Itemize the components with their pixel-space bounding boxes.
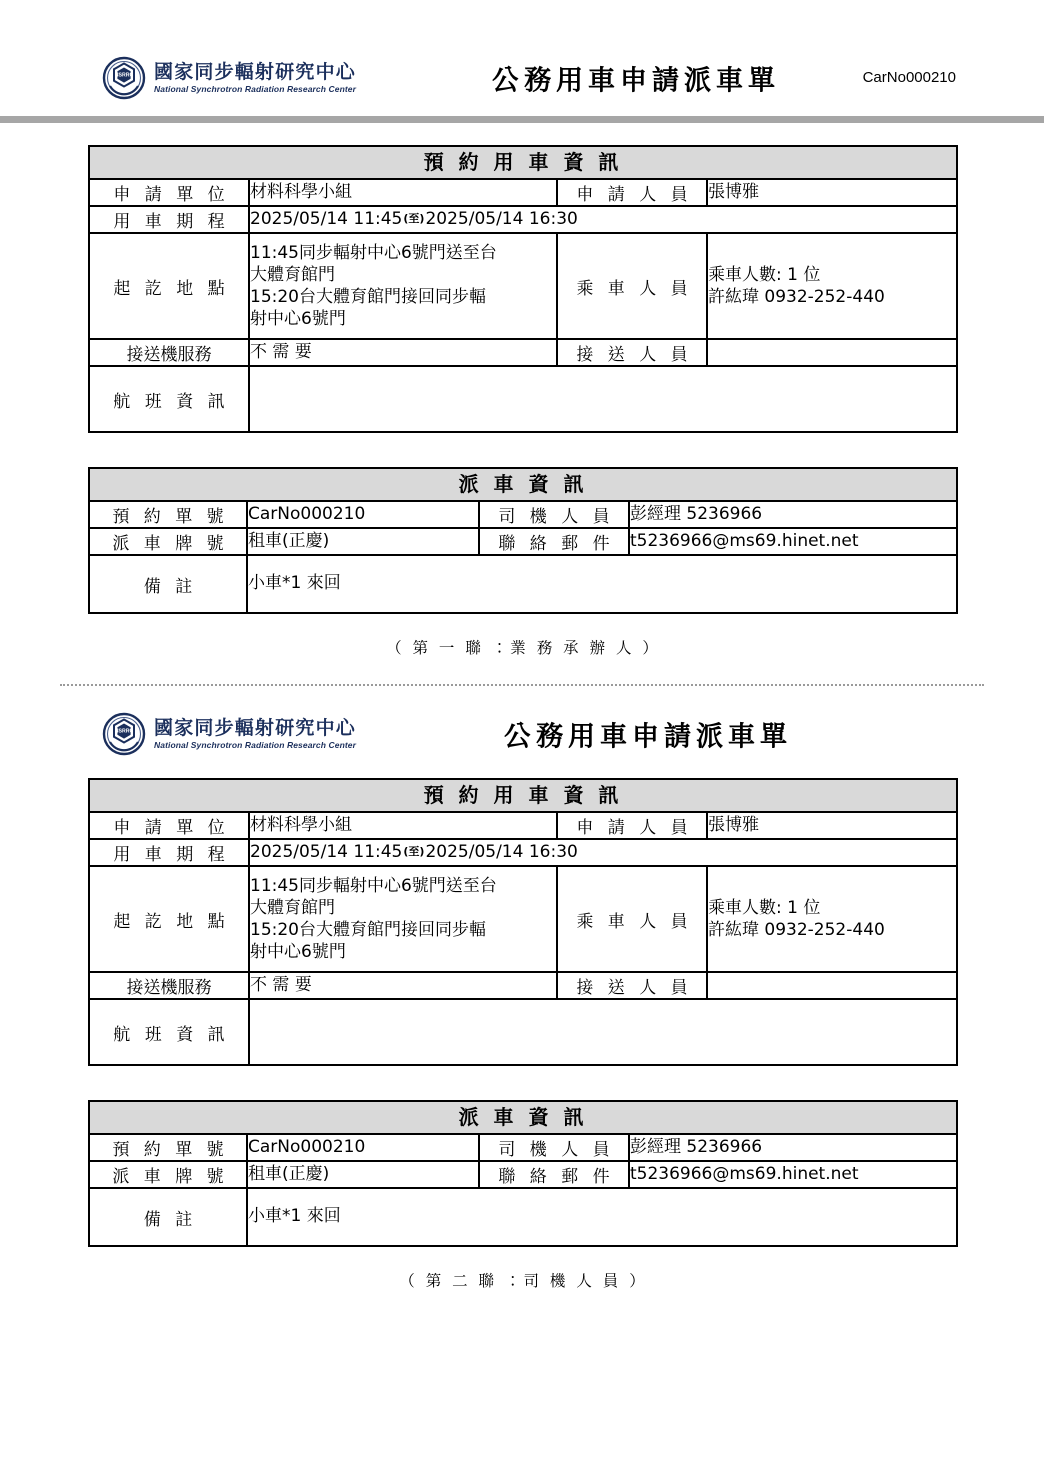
value-use-period (249, 206, 957, 233)
org-name-en: National Synchrotron Radiation Research Center (154, 739, 357, 750)
period-end: 2025/05/14 16:30 (425, 841, 578, 862)
value-order-no: CarNo000210 (247, 1134, 479, 1161)
value-flight-info (249, 999, 957, 1065)
document-header-copy-2 (88, 708, 956, 760)
value-applicant-unit: 材料科學小組 (249, 812, 557, 839)
period-separator: (至) (403, 211, 425, 225)
organization-branding (102, 56, 356, 100)
value-remark: 小車*1 來回 (247, 1188, 957, 1246)
document-header-copy-1 (88, 50, 956, 106)
nsrrc-logo-icon (102, 56, 146, 100)
passenger-count: 乘車人數: 1 位 (708, 897, 821, 918)
table-row (89, 999, 957, 1065)
table-row (89, 146, 957, 179)
label-airport-service: 接送機服務 (89, 972, 249, 999)
value-escort-staff (707, 339, 957, 366)
table-row (89, 339, 957, 366)
value-plate-no: 租車(正慶) (247, 528, 479, 555)
table-row (89, 1134, 957, 1161)
table-row (89, 206, 957, 233)
value-route (249, 233, 557, 339)
page-title: 公務用車申請派車單 (504, 721, 792, 753)
table-row (89, 866, 957, 972)
table-row (89, 501, 957, 528)
value-order-no: CarNo000210 (247, 501, 479, 528)
table-row (89, 1188, 957, 1246)
form-copy-1 (0, 0, 1044, 658)
table-row (89, 555, 957, 613)
dispatch-section-heading: 派 車 資 訊 (89, 1101, 957, 1134)
table-row (89, 233, 957, 339)
value-contact-email: t5236966@ms69.hinet.net (629, 1161, 957, 1188)
label-use-period: 用 車 期 程 (89, 839, 249, 866)
org-name-cn: 國家同步輻射研究中心 (154, 716, 357, 739)
passenger-contact: 許紘瑋 0932-252-440 (708, 287, 885, 307)
value-airport-service: 不 需 要 (249, 972, 557, 999)
label-airport-service: 接送機服務 (89, 339, 249, 366)
label-passengers: 乘 車 人 員 (557, 233, 707, 339)
table-row (89, 1161, 957, 1188)
label-escort-staff: 接 送 人 員 (557, 972, 707, 999)
label-escort-staff: 接 送 人 員 (557, 339, 707, 366)
value-applicant: 張博雅 (707, 179, 957, 206)
label-driver: 司 機 人 員 (479, 501, 629, 528)
car-number-ref: CarNo000210 (862, 69, 956, 87)
value-driver: 彭經理 5236966 (629, 501, 957, 528)
dispatch-info-table (88, 467, 958, 614)
table-row (89, 366, 957, 432)
copy-footer-2: （ 第 二 聯 ：司 機 人 員 ） (399, 1272, 648, 1290)
value-contact-email: t5236966@ms69.hinet.net (629, 528, 957, 555)
label-order-no: 預 約 單 號 (89, 501, 247, 528)
org-name-en: National Synchrotron Radiation Research Center (154, 83, 357, 94)
passenger-count: 乘車人數: 1 位 (708, 264, 821, 285)
booking-info-table (88, 778, 958, 1066)
value-route (249, 866, 557, 972)
label-applicant-unit: 申 請 單 位 (89, 812, 249, 839)
period-end: 2025/05/14 16:30 (425, 208, 578, 229)
value-applicant: 張博雅 (707, 812, 957, 839)
table-row (89, 468, 957, 501)
label-plate-no: 派 車 牌 號 (89, 1161, 247, 1188)
label-contact-email: 聯 絡 郵 件 (479, 1161, 629, 1188)
label-route: 起 訖 地 點 (89, 233, 249, 339)
value-airport-service: 不 需 要 (249, 339, 557, 366)
period-separator: (至) (403, 844, 425, 858)
label-remark: 備 註 (89, 555, 247, 613)
svg-text:NSRRC: NSRRC (114, 72, 134, 79)
value-escort-staff (707, 972, 957, 999)
label-applicant: 申 請 人 員 (557, 812, 707, 839)
value-applicant-unit: 材料科學小組 (249, 179, 557, 206)
organization-branding (102, 712, 356, 756)
table-row (89, 528, 957, 555)
booking-section-heading: 預 約 用 車 資 訊 (89, 779, 957, 812)
value-flight-info (249, 366, 957, 432)
table-row (89, 779, 957, 812)
route-line-2: 大體育館門 (250, 897, 335, 918)
label-route: 起 訖 地 點 (89, 866, 249, 972)
table-row (89, 839, 957, 866)
svg-text:NSRRC: NSRRC (114, 728, 134, 735)
label-driver: 司 機 人 員 (479, 1134, 629, 1161)
value-passengers (707, 866, 957, 972)
dispatch-info-table (88, 1100, 958, 1247)
value-use-period (249, 839, 957, 866)
passenger-contact: 許紘瑋 0932-252-440 (708, 920, 885, 940)
route-line-4: 射中心6號門 (250, 309, 346, 330)
label-passengers: 乘 車 人 員 (557, 866, 707, 972)
route-line-1: 11:45同步輻射中心6號門送至台 (250, 875, 497, 896)
form-copy-2 (0, 686, 1044, 1291)
route-line-3: 15:20台大體育館門接回同步輻 (250, 920, 486, 940)
header-divider-bar (0, 116, 1044, 123)
value-remark: 小車*1 來回 (247, 555, 957, 613)
table-row (89, 812, 957, 839)
nsrrc-logo-icon (102, 712, 146, 756)
route-line-4: 射中心6號門 (250, 942, 346, 963)
route-line-3: 15:20台大體育館門接回同步輻 (250, 287, 486, 307)
label-remark: 備 註 (89, 1188, 247, 1246)
table-row (89, 179, 957, 206)
label-flight-info: 航 班 資 訊 (89, 366, 249, 432)
label-contact-email: 聯 絡 郵 件 (479, 528, 629, 555)
label-applicant: 申 請 人 員 (557, 179, 707, 206)
org-name-cn: 國家同步輻射研究中心 (154, 60, 357, 83)
label-plate-no: 派 車 牌 號 (89, 528, 247, 555)
value-driver: 彭經理 5236966 (629, 1134, 957, 1161)
dispatch-section-heading: 派 車 資 訊 (89, 468, 957, 501)
period-start: 2025/05/14 11:45 (250, 841, 403, 862)
table-row (89, 1101, 957, 1134)
booking-info-table (88, 145, 958, 433)
label-order-no: 預 約 單 號 (89, 1134, 247, 1161)
route-line-2: 大體育館門 (250, 264, 335, 285)
label-flight-info: 航 班 資 訊 (89, 999, 249, 1065)
period-start: 2025/05/14 11:45 (250, 208, 403, 229)
value-passengers (707, 233, 957, 339)
value-plate-no: 租車(正慶) (247, 1161, 479, 1188)
copy-footer-1: （ 第 一 聯 ：業 務 承 辦 人 ） (386, 639, 661, 657)
label-applicant-unit: 申 請 單 位 (89, 179, 249, 206)
booking-section-heading: 預 約 用 車 資 訊 (89, 146, 957, 179)
page-title: 公務用車申請派車單 (492, 65, 780, 97)
route-line-1: 11:45同步輻射中心6號門送至台 (250, 242, 497, 263)
table-row (89, 972, 957, 999)
label-use-period: 用 車 期 程 (89, 206, 249, 233)
